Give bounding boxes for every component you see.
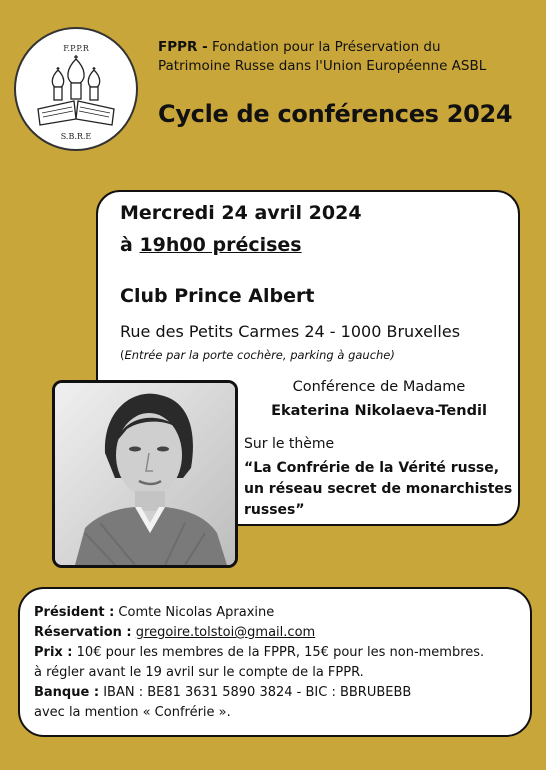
president-value: Comte Nicolas Apraxine bbox=[118, 605, 275, 620]
speaker-name: Ekaterina Nikolaeva-Tendil bbox=[271, 403, 487, 419]
organization-name bbox=[158, 38, 538, 76]
president-label: Président : bbox=[34, 605, 115, 620]
bank-value: IBAN : BE81 3631 5890 3824 - BIC : BBRUBEBB bbox=[103, 685, 412, 700]
org-abbrev: FPPR - bbox=[158, 39, 208, 55]
price-line2: à régler avant le 19 avril sur le compte de la FPPR. bbox=[34, 665, 364, 680]
price-label: Prix : bbox=[34, 645, 73, 660]
fppr-logo-icon bbox=[14, 27, 138, 151]
price-value: 10€ pour les membres de la FPPR, 15€ pour les non-membres. bbox=[76, 645, 485, 660]
event-venue: Club Prince Albert bbox=[120, 285, 315, 307]
time-prefix: à bbox=[120, 234, 133, 256]
reservation-label: Réservation : bbox=[34, 625, 132, 640]
event-date: Mercredi 24 avril 2024 bbox=[120, 202, 362, 224]
fppr-logo-icon bbox=[16, 29, 136, 149]
conference-of: Conférence de Madame bbox=[292, 379, 466, 395]
speaker-portrait-photo bbox=[52, 380, 238, 568]
event-address: Rue des Petits Carmes 24 - 1000 Bruxelles bbox=[120, 322, 461, 341]
title-line2: un réseau secret de monarchistes bbox=[244, 481, 513, 497]
event-note bbox=[120, 348, 395, 362]
theme-label: Sur le thème bbox=[244, 436, 335, 452]
org-line2: Patrimoine Russe dans l'Union Européenne ASBL bbox=[158, 58, 487, 74]
speaker-portrait-icon bbox=[55, 383, 235, 565]
conference-title bbox=[244, 458, 520, 521]
bank-line bbox=[34, 683, 514, 703]
event-time bbox=[120, 234, 302, 256]
bank-line2: avec la mention « Confrérie ». bbox=[34, 705, 231, 720]
note-text: Entrée par la porte cochère, parking à gauche) bbox=[124, 348, 395, 362]
price-line bbox=[34, 643, 514, 663]
president-line bbox=[34, 603, 514, 623]
reservation-email-link[interactable]: gregoire.tolstoi@gmail.com bbox=[135, 625, 316, 640]
logo-top-text: F.P.P.R bbox=[63, 44, 89, 53]
reservation-line bbox=[34, 623, 514, 643]
time-value: 19h00 précises bbox=[139, 234, 302, 256]
org-line1: Fondation pour la Préservation du bbox=[212, 39, 441, 55]
title-line1: “La Confrérie de la Vérité russe, bbox=[244, 460, 500, 476]
logo-bottom-text: S.B.R.E bbox=[60, 132, 92, 141]
practical-info-card bbox=[18, 587, 532, 737]
note-open: ( bbox=[120, 348, 125, 362]
title-line3: russes” bbox=[244, 502, 305, 518]
cycle-title: Cycle de conférences 2024 bbox=[158, 100, 513, 128]
bank-label: Banque : bbox=[34, 685, 100, 700]
